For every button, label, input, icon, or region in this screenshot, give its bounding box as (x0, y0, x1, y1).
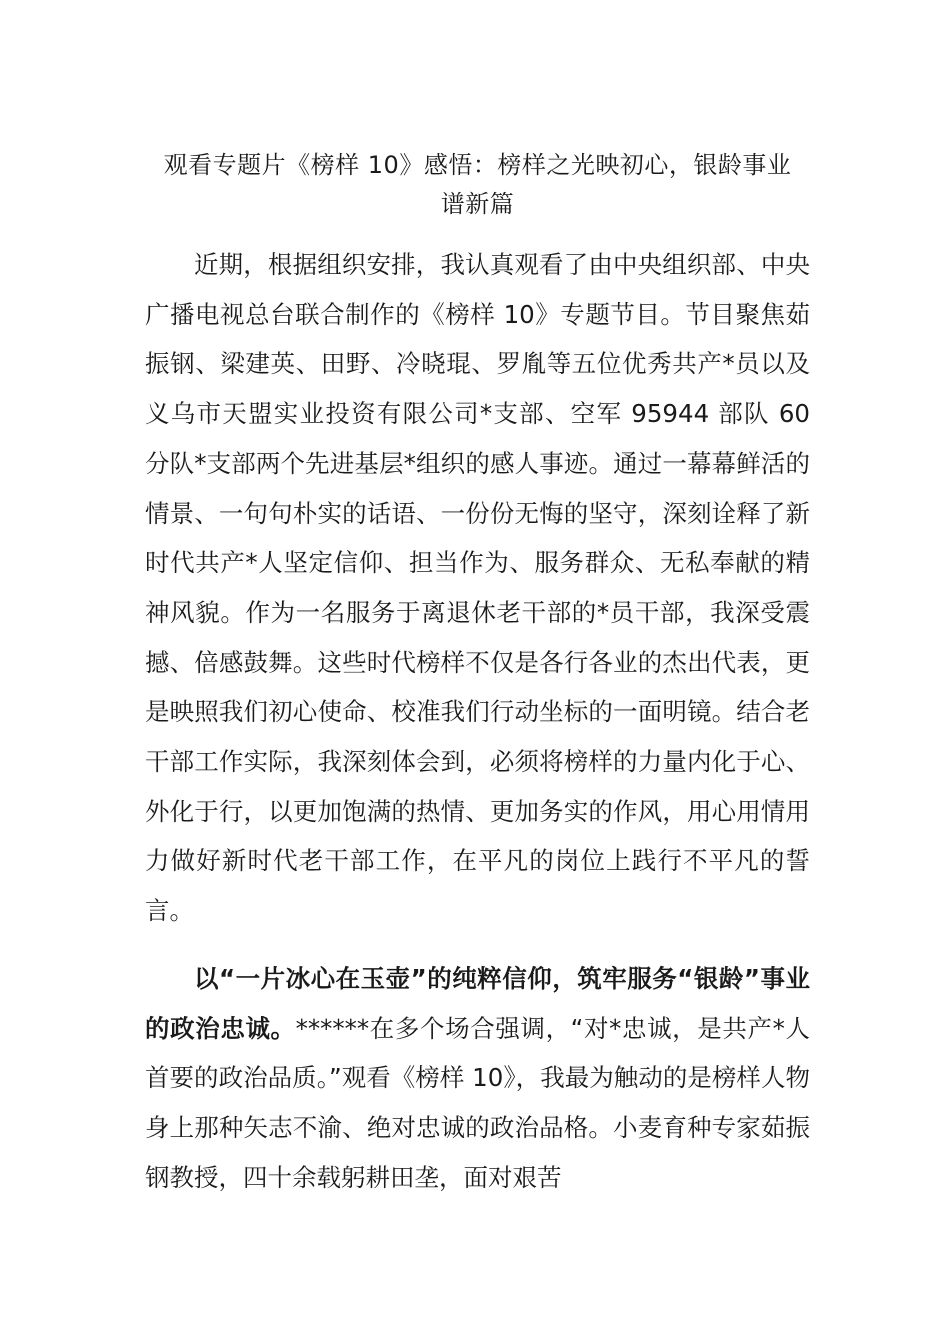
title-line-2: 谱新篇 (440, 190, 515, 218)
paragraph-intro: 近期，根据组织安排，我认真观看了由中央组织部、中央广播电视总台联合制作的《榜样 10》专题节目。节目聚焦茹振钢、梁建英、田野、冷晓琨、罗胤等五位优秀共产*员以及义乌市天盟实业投资有限公司*支部、空军 95944 部队 60 分队*支部两个先进基层*组织的感人事迹。通过一幕幕鲜活的情景、一句句朴实的话语、一份份无悔的坚守，深刻诠释了新时代共产*人坚定信仰、担当作为、服务群众、无私奉献的精神风貌。作为一名服务于离退休老干部的*员干部，我深受震撼、倍感鼓舞。这些时代榜样不仅是各行各业的杰出代表，更是映照我们初心使命、校准我们行动坐标的一面明镜。结合老干部工作实际，我深刻体会到，必须将榜样的力量内化于心、外化于行，以更加饱满的热情、更加务实的作风，用心用情用力做好新时代老干部工作，在平凡的岗位上践行不平凡的誓言。 (145, 250, 810, 926)
document-title (145, 146, 810, 224)
section-heading-bold: 以“一片冰心在玉壶”的纯粹信仰，筑牢服务“银龄”事业的政治忠诚。 (145, 963, 810, 1043)
document-page (145, 146, 810, 1202)
section-body-text: ******在多个场合强调，“对*忠诚，是共产*人首要的政治品质。”观看《榜样 10》，我最为触动的是榜样人物身上那种矢志不渝、绝对忠诚的政治品格。小麦育种专家茹振钢教授，四十余载躬耕田垄，面对艰苦 (145, 1013, 810, 1192)
paragraph-section-1 (145, 954, 810, 1203)
title-line-1: 观看专题片《榜样 10》感悟：榜样之光映初心，银龄事业 (163, 151, 792, 179)
